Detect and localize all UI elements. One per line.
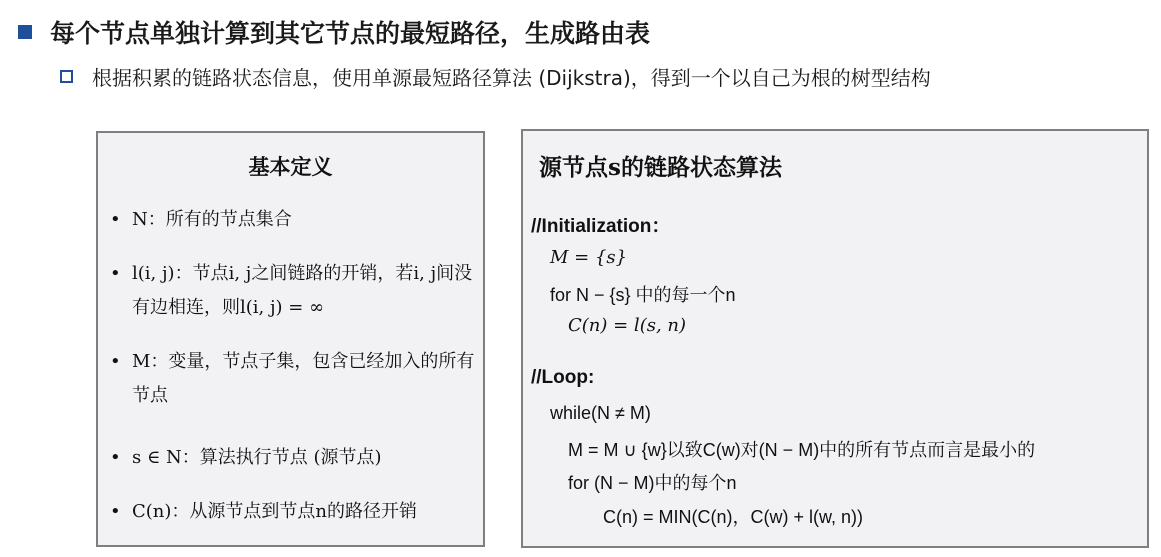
definition-text: s ∈ N：算法执行节点 (源节点) — [132, 447, 382, 468]
definitions-panel — [96, 131, 485, 547]
main-heading — [18, 14, 650, 50]
definition-text: M：变量，节点子集，包含已经加入的所有节点 — [132, 351, 475, 406]
bullet-dot-icon: • — [110, 501, 121, 522]
algorithm-title: 源节点s的链路状态算法 — [539, 154, 782, 181]
algorithm-line: C(n) = l(s, n) — [568, 315, 687, 336]
bullet-dot-icon: • — [110, 351, 121, 372]
definition-item — [110, 345, 475, 413]
hollow-square-bullet-icon — [60, 70, 73, 83]
definition-item — [110, 257, 475, 325]
algorithm-line: for (N − M)中的每个n — [568, 473, 737, 493]
algorithm-line: C(n) = MIN(C(n)，C(w) + l(w, n)) — [603, 507, 863, 527]
bullet-dot-icon: • — [110, 209, 121, 230]
algorithm-panel — [521, 129, 1149, 548]
definitions-title: 基本定义 — [248, 154, 333, 179]
algorithm-line: while(N ≠ M) — [550, 403, 651, 423]
algorithm-line: for N − {s} 中的每一个n — [550, 285, 736, 305]
definition-item — [110, 203, 475, 237]
sub-heading-text: 根据积累的链路状态信息，使用单源最短路径算法 (Dijkstra)，得到一个以自己为根的树型结构 — [92, 66, 931, 90]
definition-item — [110, 495, 475, 529]
definition-text: C(n)：从源节点到节点n的路径开销 — [132, 501, 418, 522]
loop-comment: //Loop: — [531, 367, 595, 388]
definition-item — [110, 441, 475, 475]
init-comment: //Initialization： — [531, 216, 671, 237]
main-heading-text: 每个节点单独计算到其它节点的最短路径，生成路由表 — [50, 19, 651, 48]
definition-text: N：所有的节点集合 — [132, 209, 292, 230]
sub-heading — [60, 62, 931, 91]
bullet-dot-icon: • — [110, 263, 121, 284]
algorithm-line: M = {s} — [550, 247, 628, 268]
definition-text: l(i, j)：节点i, j之间链路的开销，若i, j间没有边相连，则l(i, j) = ∞ — [132, 263, 473, 318]
algorithm-line: M = M ∪ {w}以致C(w)对(N − M)中的所有节点而言是最小的 — [568, 440, 1036, 460]
bullet-dot-icon: • — [110, 447, 121, 468]
square-bullet-icon — [18, 25, 32, 39]
